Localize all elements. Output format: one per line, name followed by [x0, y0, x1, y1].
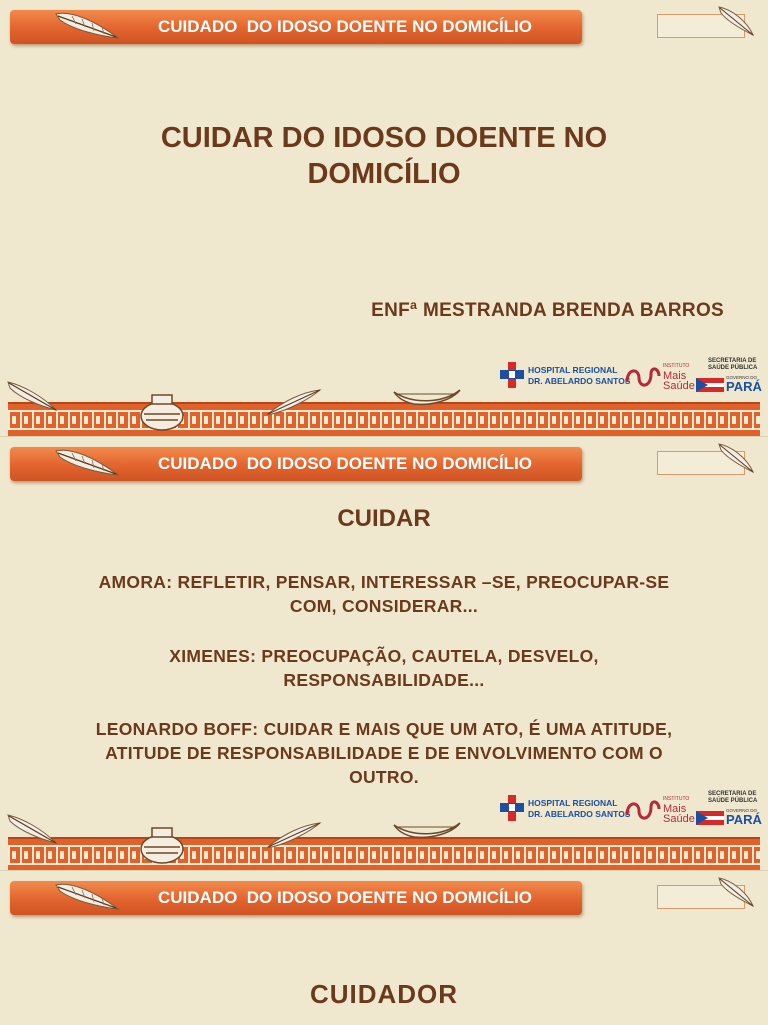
- slide-title: CUIDADOR: [309, 979, 459, 1009]
- header-bar: [10, 10, 582, 44]
- corner-feather-icon: [715, 440, 757, 476]
- meander-border: [8, 402, 760, 436]
- canoe-icon: [392, 819, 462, 841]
- footer-ornament: [0, 372, 768, 436]
- feather-middle-icon: [264, 386, 324, 418]
- para-label: PARÁ: [726, 812, 762, 827]
- corner-feather-icon: [715, 874, 757, 910]
- header-bar: [10, 447, 582, 481]
- clay-pot-icon: [138, 823, 186, 865]
- slide-title: [0, 120, 768, 192]
- meander-border: [8, 837, 760, 871]
- header-title: CUIDADO DO IDOSO DOENTE NO DOMICÍLIO: [158, 888, 533, 907]
- feather-icon: [52, 443, 122, 483]
- feather-icon: [52, 877, 122, 917]
- title-line-2: DOMICÍLIO: [307, 158, 461, 190]
- slide-3: [0, 870, 768, 1025]
- feather-left-icon: [4, 378, 60, 414]
- definition-amora: AMORA: REFLETIR, PENSAR, INTERESSAR –SE, PREOCUPAR-SE COM, CONSIDERAR...: [98, 572, 670, 616]
- clay-pot-icon: [138, 390, 186, 432]
- title-line-1: CUIDAR DO IDOSO DOENTE NO: [160, 122, 608, 154]
- hospital-name: HOSPITAL REGIONAL DR. ABELARDO SANTOS: [528, 798, 631, 819]
- slide-title: CUIDAR: [337, 505, 431, 532]
- secretaria-name: SECRETARIA DE SAÚDE PÚBLICA: [708, 791, 758, 804]
- definition-ximenes: XIMENES: PREOCUPAÇÃO, CAUTELA, DESVELO, RESPONSABILIDADE...: [169, 646, 599, 690]
- author-name: ENFª MESTRANDA BRENDA BARROS: [371, 300, 724, 321]
- canoe-icon: [392, 386, 462, 408]
- feather-icon: [52, 6, 122, 46]
- instituto-name: INSTITUTO Mais Saúde: [663, 363, 695, 392]
- para-label: PARÁ: [726, 379, 762, 394]
- governo-label: GOVERNO DO: [726, 375, 758, 380]
- definition-boff: LEONARDO BOFF: CUIDAR E MAIS QUE UM ATO, É UMA ATITUDE, ATITUDE DE RESPONSABILIDADE E DE ENVOLVIMENTO COM O OUTRO.: [95, 719, 673, 787]
- header-title: CUIDADO DO IDOSO DOENTE NO DOMICÍLIO: [158, 17, 533, 36]
- secretaria-name: SECRETARIA DE SAÚDE PÚBLICA: [708, 358, 758, 371]
- instituto-name: INSTITUTO Mais Saúde: [663, 796, 695, 825]
- governo-label: GOVERNO DO: [726, 808, 758, 813]
- slide-1: [0, 0, 768, 436]
- feather-middle-icon: [264, 819, 324, 851]
- feather-left-icon: [4, 811, 60, 847]
- corner-feather-icon: [715, 3, 757, 39]
- footer-ornament: [0, 807, 768, 871]
- slide-2: [0, 436, 768, 871]
- hospital-name: HOSPITAL REGIONAL DR. ABELARDO SANTOS: [528, 365, 631, 386]
- header-bar: [10, 881, 582, 915]
- header-title: CUIDADO DO IDOSO DOENTE NO DOMICÍLIO: [158, 454, 533, 473]
